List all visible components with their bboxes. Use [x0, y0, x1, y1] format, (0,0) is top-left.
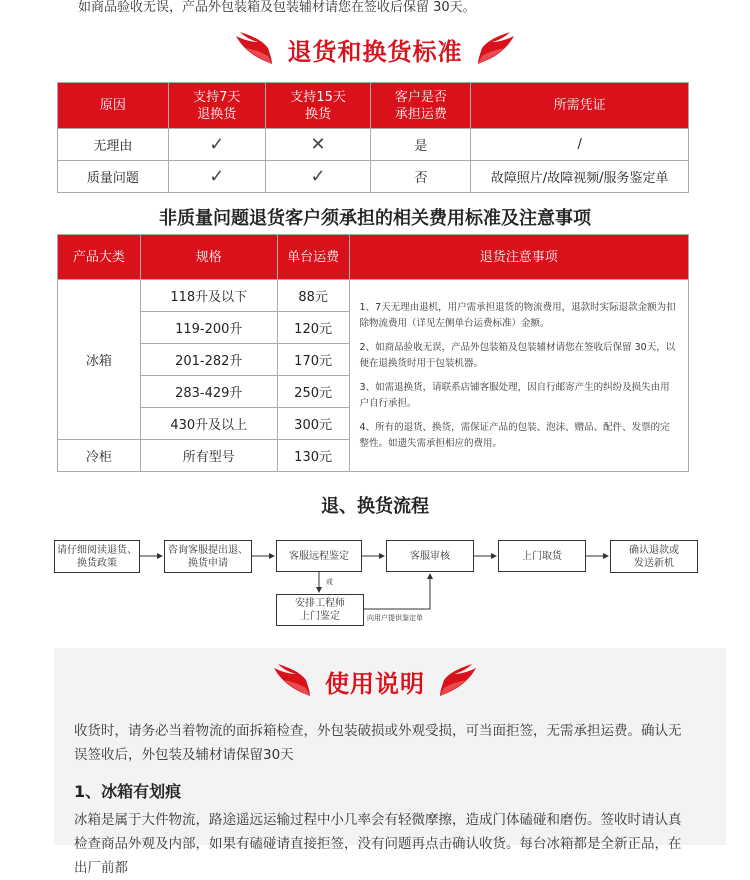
- usage-paragraph-scratch: 冰箱是属于大件物流，路途遥远运输过程中小几率会有轻微摩擦，造成门体磕碰和磨伤。签收时请认真检查商品外观及内部，如果有磕碰请直接拒签，没有问题再点击确认收货。每台冰箱都是全新正品，在出厂前都: [74, 812, 682, 876]
- header-notes: 退货注意事项: [349, 235, 688, 280]
- fee-cell: 300元: [277, 408, 349, 440]
- category-freezer: 冷柜: [58, 440, 141, 472]
- top-note: 如商品验收无误，产品外包装箱及包装辅材请您在签收后保留 30天。: [78, 0, 476, 15]
- flow-step-pickup: 上门取货: [498, 540, 586, 572]
- flow-step-refund: 确认退款或 发送新机: [610, 540, 698, 573]
- header-fee: 客户是否 承担运费: [371, 83, 471, 129]
- header-15day: 支持15天 换货: [265, 83, 371, 129]
- usage-heading-scratch: 1、冰箱有划痕: [74, 782, 182, 801]
- spec-cell: 118升及以下: [140, 280, 277, 312]
- spec-cell: 119-200升: [140, 312, 277, 344]
- flow-step-read-policy: 请仔细阅读退货、 换货政策: [54, 540, 140, 573]
- flow-provide-label: 向用户提供鉴定单: [367, 614, 423, 622]
- check-icon: ✓: [168, 129, 265, 161]
- check-icon: ✓: [168, 161, 265, 193]
- header-category: 产品大类: [58, 235, 141, 280]
- section-title-usage: [0, 662, 750, 700]
- section-title-text: 退货和换货标准: [287, 37, 463, 66]
- flow-step-remote-check: 客服远程鉴定: [276, 540, 362, 572]
- cross-icon: ✕: [265, 129, 371, 161]
- fee-cell: 120元: [277, 312, 349, 344]
- reason-cell: 质量问题: [58, 161, 169, 193]
- reason-cell: 无理由: [58, 129, 169, 161]
- spec-cell: 430升及以上: [140, 408, 277, 440]
- right-wing-icon: [436, 662, 480, 700]
- fee-cell: 否: [371, 161, 471, 193]
- category-fridge: 冰箱: [58, 280, 141, 440]
- fee-cell: 是: [371, 129, 471, 161]
- fee-table-title: 非质量问题退货客户须承担的相关费用标准及注意事项: [159, 208, 591, 229]
- flow-step-engineer: 安排工程师 上门鉴定: [276, 594, 364, 626]
- proof-cell: /: [471, 129, 689, 161]
- fee-cell: 170元: [277, 344, 349, 376]
- flow-step-review: 客服审核: [386, 540, 474, 572]
- spec-cell: 201-282升: [140, 344, 277, 376]
- flow-step-apply: 咨询客服提出退、 换货申请: [164, 540, 252, 573]
- header-7day: 支持7天 退换货: [168, 83, 265, 129]
- note-item: 4、所有的退货、换货，需保证产品的包装、泡沫、赠品、配件、发票的完整性。如遗失需承担相应的费用。: [359, 421, 670, 449]
- fee-cell: 88元: [277, 280, 349, 312]
- usage-intro: 收货时，请务必当着物流的面拆箱检查，外包装破损或外观受损，可当面拒签，无需承担运费。确认无误签收后，外包装及辅材请保留30天: [74, 723, 682, 763]
- spec-cell: 283-429升: [140, 376, 277, 408]
- note-item: 3、如需退换货，请联系店铺客服处理，因自行邮寄产生的纠纷及损失由用户自行承担。: [359, 381, 670, 409]
- header-proof: 所需凭证: [471, 83, 689, 129]
- header-reason: 原因: [58, 83, 169, 129]
- note-item: 2、如商品验收无误，产品外包装箱及包装辅材请您在签收后保留 30天，以便在退换货时用于包装机器。: [359, 341, 676, 369]
- check-icon: ✓: [265, 161, 371, 193]
- proof-cell: 故障照片/故障视频/服务鉴定单: [471, 161, 689, 193]
- flow-or-label: 或: [326, 578, 333, 586]
- header-spec: 规格: [140, 235, 277, 280]
- flow-title: 退、换货流程: [321, 496, 429, 517]
- header-shipping: 单台运费: [277, 235, 349, 280]
- flow-arrow: [364, 574, 430, 609]
- note-item: 1、7天无理由退机，用户需承担退货的物流费用，退款时实际退款金额为扣除物流费用（详见左侧单台运费标准）金额。: [359, 301, 676, 329]
- spec-cell: 所有型号: [140, 440, 277, 472]
- section-title-text: 使用说明: [325, 669, 425, 698]
- fee-cell: 250元: [277, 376, 349, 408]
- fee-cell: 130元: [277, 440, 349, 472]
- left-wing-icon: [270, 662, 314, 700]
